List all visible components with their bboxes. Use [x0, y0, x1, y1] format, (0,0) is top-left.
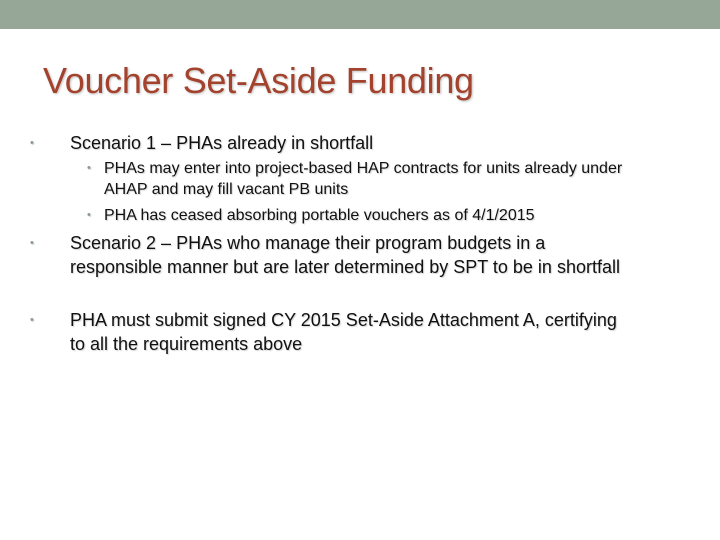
- bullet-item-scenario-2: Scenario 2 – PHAs who manage their program budgets in a responsible manner but are later determined by SPT to be in shortfall: [70, 233, 620, 277]
- sub-bullet-icon: •: [87, 209, 91, 221]
- bullet-item-attachment-a: PHA must submit signed CY 2015 Set-Aside Attachment A, certifying to all the requirements above: [70, 310, 617, 354]
- bullet-item-scenario-1: Scenario 1 – PHAs already in shortfall: [70, 133, 374, 153]
- slide-title: Voucher Set-Aside Funding: [43, 60, 474, 101]
- sub-bullet-icon: •: [87, 162, 91, 174]
- sub-bullet-item-portable-vouchers: PHA has ceased absorbing portable vouchers as of 4/1/2015: [104, 207, 535, 224]
- sub-bullet-item-pb-contracts: PHAs may enter into project-based HAP contracts for units already under AHAP and may fill vacant PB units: [104, 160, 623, 198]
- bullet-icon: •: [30, 314, 34, 326]
- bullet-icon: •: [30, 137, 34, 149]
- bullet-icon: •: [30, 237, 34, 249]
